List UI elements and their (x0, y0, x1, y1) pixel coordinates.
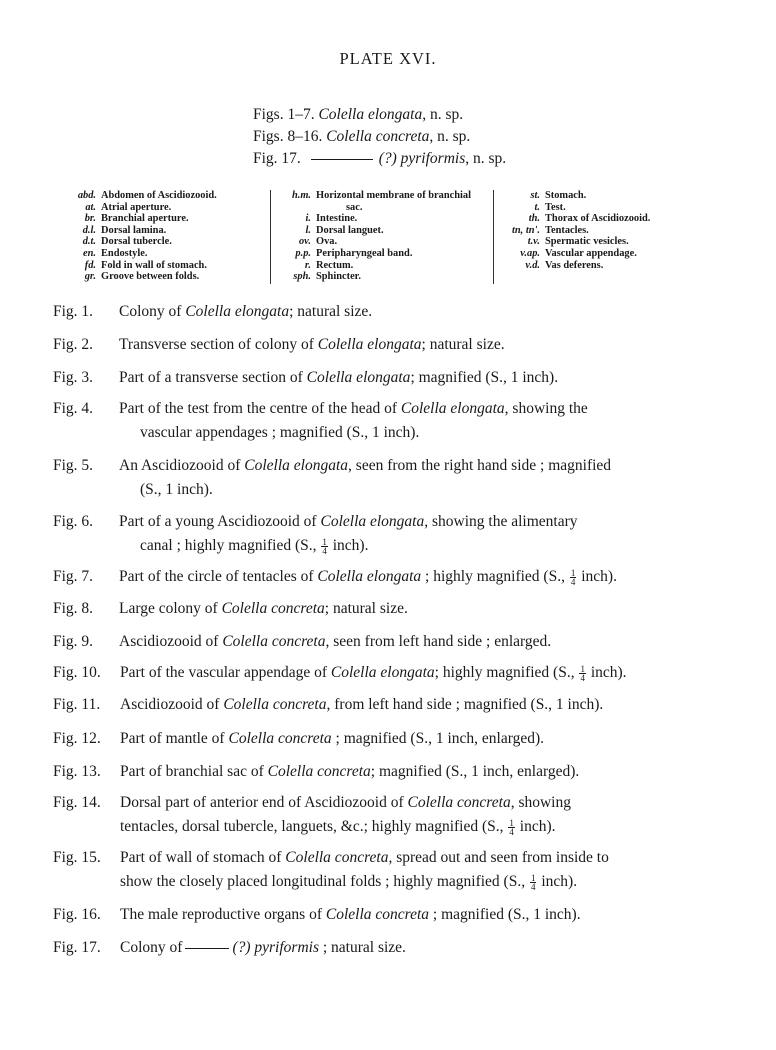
fig-text (120, 696, 603, 714)
text-part: Ascidiozooid of (120, 696, 224, 713)
abbr-key: abd. (77, 190, 96, 201)
text-part: , spread out and seen from inside to (388, 849, 609, 866)
abbr-entry (266, 225, 471, 237)
species-italic: Colella concreta (267, 763, 371, 780)
abbr-entry (500, 202, 650, 214)
abbr-key: ov. (298, 236, 311, 248)
species-name: Colella elongata (318, 106, 423, 123)
text-part: An Ascidiozooid of (119, 457, 245, 474)
fig-text (119, 303, 372, 321)
abbr-value: Tentacles. (545, 224, 589, 236)
fig-text-continued (140, 537, 368, 555)
species-italic: Colella concreta (325, 906, 430, 923)
blank-dash (185, 948, 229, 949)
fraction-numerator: 1 (509, 817, 514, 828)
abbr-value: Intestine. (316, 213, 358, 225)
fig-text (119, 400, 588, 418)
abbr-value: Fold in wall of stomach. (101, 259, 207, 271)
fig-label: Fig. 13. (53, 763, 101, 780)
abbr-key: t. (534, 201, 540, 213)
species-italic: Colella elongata (317, 336, 422, 353)
plate-title: PLATE XVI. (339, 49, 437, 68)
fig-label: Fig. 16. (53, 906, 101, 923)
fraction-numerator: 1 (580, 663, 585, 674)
species-italic: Colella concreta (285, 849, 389, 866)
abbr-key: l. (305, 224, 311, 236)
fig-label: Fig. 12. (53, 730, 101, 747)
abbr-key: br. (84, 213, 96, 225)
species-figs: Figs. 1–7. (253, 106, 315, 123)
species-italic: Colella elongata (320, 513, 425, 530)
fraction-denominator: 4 (530, 881, 536, 892)
abbr-value: Stomach. (545, 190, 587, 201)
fraction-denominator: 4 (570, 576, 576, 587)
text-part: Part of mantle of (120, 730, 229, 747)
fig-text (120, 763, 579, 781)
column-divider (493, 190, 494, 284)
fig-label: Fig. 7. (53, 568, 94, 585)
text-part: inch). (577, 568, 617, 585)
abbr-value: Vas deferens. (545, 259, 604, 271)
fig-text (119, 568, 617, 586)
abbr-value: Thorax of Ascidiozooid. (545, 213, 651, 225)
text-part: canal ; highly magnified (S., (140, 537, 321, 554)
abbr-value: Dorsal lamina. (101, 224, 167, 236)
species-italic: Colella elongata (185, 303, 290, 320)
text-part: ; magnified (S., 1 inch, enlarged). (370, 763, 580, 780)
species-suffix: , n. sp. (465, 150, 507, 167)
abbr-value: Dorsal tubercle. (101, 236, 172, 248)
abbr-key: en. (83, 247, 96, 259)
fig-text-continued: (S., 1 inch). (140, 481, 213, 498)
text-part: ; natural size. (289, 303, 373, 320)
text-part: , seen from the right hand side ; magnified (348, 457, 612, 474)
abbr-value: Test. (545, 201, 566, 213)
species-figs: Figs. 8–16. (253, 128, 323, 145)
abbr-value: Sphincter. (316, 271, 361, 283)
species-list (253, 104, 506, 170)
abbr-entry (266, 190, 471, 202)
abbr-key: d.t. (82, 236, 96, 248)
text-part: , from left hand side ; magnified (S., 1 inch). (326, 696, 604, 713)
text-part: tentacles, dorsal tubercle, languets, &c.; highly magnified (S., (120, 818, 508, 835)
text-part: Part of branchial sac of (120, 763, 268, 780)
text-part: The male reproductive organs of (120, 906, 326, 923)
fig-text (120, 730, 544, 748)
abbr-key: v.d. (525, 259, 540, 271)
fig-label: Fig. 10. (53, 664, 101, 681)
text-part: inch). (515, 818, 556, 835)
abbr-value: Endostyle. (101, 247, 148, 259)
abbr-key: p.p. (295, 247, 311, 259)
fig-text (119, 600, 408, 618)
abbr-key: at. (85, 201, 96, 213)
text-part: Colony of (120, 939, 183, 956)
abbr-value: Peripharyngeal band. (316, 247, 413, 259)
fig-text (119, 336, 505, 354)
abbr-key: v.ap. (520, 247, 540, 259)
fig-text (120, 664, 627, 682)
abbr-key: th. (528, 213, 540, 225)
text-part: ; magnified (S., 1 inch). (410, 369, 559, 386)
abbr-entry (266, 213, 471, 225)
text-part: Part of a transverse section of (119, 369, 307, 386)
fig-label: Fig. 9. (53, 633, 94, 650)
fig-label: Fig. 17. (53, 939, 101, 956)
species-suffix: , n. sp. (422, 106, 464, 123)
abbr-value: Abdomen of Ascidiozooid. (101, 190, 217, 201)
text-part: ; natural size. (318, 939, 406, 956)
text-part: ; highly magnified (S., (434, 664, 579, 681)
abbr-entry (500, 190, 650, 202)
fig-label: Fig. 2. (53, 336, 94, 353)
species-italic: Colella elongata (317, 568, 422, 585)
fraction (530, 874, 537, 891)
fig-label: Fig. 15. (53, 849, 101, 866)
abbr-value: Rectum. (316, 259, 354, 271)
text-part: Part of the vascular appendage of (120, 664, 331, 681)
abbr-key: d.l. (82, 224, 96, 236)
abbr-entry (66, 260, 217, 272)
text-part: Part of wall of stomach of (120, 849, 286, 866)
fig-text (119, 633, 551, 651)
text-part: ; magnified (S., 1 inch, enlarged). (331, 730, 545, 747)
fraction-numerator: 1 (530, 872, 536, 883)
fig-text (119, 513, 578, 531)
abbr-entry (266, 236, 471, 248)
fig-text-continued (120, 818, 556, 836)
fraction (579, 665, 586, 682)
fraction-denominator: 4 (580, 672, 585, 683)
text-part: ; highly magnified (S., (421, 568, 569, 585)
fraction-numerator: 1 (322, 536, 327, 547)
abbr-key: r. (304, 259, 311, 271)
text-part: , seen from left hand side ; enlarged. (325, 633, 552, 650)
abbr-entry (66, 225, 217, 237)
species-italic: Colella elongata (400, 400, 505, 417)
fig-text (120, 906, 581, 924)
abbr-entry (66, 202, 217, 214)
abbr-value: Branchial aperture. (101, 213, 189, 225)
text-part: ; natural size. (324, 600, 408, 617)
abbreviations-col1 (66, 190, 217, 283)
text-part: , showing (510, 794, 571, 811)
species-figs: Fig. 17. (253, 150, 301, 167)
text-part: , showing the (504, 400, 588, 417)
fraction-denominator: 4 (509, 826, 514, 837)
abbr-entry (500, 225, 650, 237)
species-italic: Colella elongata (330, 664, 435, 681)
fig-label: Fig. 8. (53, 600, 94, 617)
abbr-key: fd. (84, 259, 96, 271)
text-part: , showing the alimentary (424, 513, 578, 530)
blank-dash (311, 159, 373, 160)
abbr-entry (266, 248, 471, 260)
species-name: Colella concreta (326, 128, 430, 145)
species-italic: (?) pyriformis (232, 939, 319, 956)
species-italic: Colella concreta (222, 633, 326, 650)
fig-label: Fig. 11. (53, 696, 101, 713)
abbr-key: st. (530, 190, 540, 201)
fig-label: Fig. 1. (53, 303, 94, 320)
abbr-entry (500, 260, 650, 272)
abbr-key: sph. (293, 271, 311, 283)
fig-label: Fig. 14. (53, 794, 101, 811)
text-part: inch). (586, 664, 627, 681)
species-row (253, 148, 506, 170)
abbr-value: Horizontal membrane of branchial (316, 190, 471, 201)
text-part: Part of the test from the centre of the head of (119, 400, 401, 417)
fraction (508, 819, 515, 836)
abbr-entry (66, 190, 217, 202)
abbr-value: Atrial aperture. (101, 201, 172, 213)
abbr-key: t.v. (527, 236, 540, 248)
species-italic: Colella concreta (223, 696, 327, 713)
abbreviations-col2 (266, 190, 471, 283)
text-part: Large colony of (119, 600, 222, 617)
fraction (570, 569, 577, 586)
species-italic: Colella concreta (221, 600, 325, 617)
abbr-entry (500, 248, 650, 260)
text-part: Colony of (119, 303, 186, 320)
fig-text-continued: vascular appendages ; magnified (S., 1 inch). (140, 424, 420, 441)
species-name: (?) pyriformis (378, 150, 466, 167)
fraction-denominator: 4 (322, 545, 327, 556)
fig-text (119, 457, 611, 475)
abbr-entry (66, 248, 217, 260)
fraction-numerator: 1 (570, 567, 576, 578)
abbr-entry (266, 271, 471, 283)
species-suffix: , n. sp. (429, 128, 471, 145)
text-part: inch). (328, 537, 369, 554)
text-part: Transverse section of colony of (119, 336, 318, 353)
abbr-entry (500, 236, 650, 248)
text-part: Part of the circle of tentacles of (119, 568, 318, 585)
fig-text (120, 849, 609, 867)
abbr-value: Groove between folds. (101, 271, 200, 283)
abbr-entry (66, 213, 217, 225)
abbr-value: Ova. (316, 236, 338, 248)
fig-text (119, 369, 558, 387)
text-part: ; natural size. (421, 336, 505, 353)
species-row (253, 104, 506, 126)
abbr-entry (500, 213, 650, 225)
abbr-key: tn, tn'. (511, 224, 540, 236)
fig-label: Fig. 4. (53, 400, 94, 417)
abbr-key: gr. (84, 271, 96, 283)
species-italic: Colella elongata (244, 457, 349, 474)
fig-text-continued (120, 873, 577, 891)
fig-text (120, 794, 571, 812)
species-italic: Colella concreta (228, 730, 332, 747)
fig-label: Fig. 6. (53, 513, 94, 530)
abbr-key: i. (305, 213, 311, 225)
species-italic: Colella concreta (407, 794, 511, 811)
abbr-key: h.m. (291, 190, 311, 201)
text-part: show the closely placed longitudinal folds ; highly magnified (S., (120, 873, 529, 890)
abbr-value: Vascular appendage. (545, 247, 637, 259)
fig-label: Fig. 3. (53, 369, 94, 386)
text-part: Dorsal part of anterior end of Ascidiozooid of (120, 794, 408, 811)
fraction (321, 538, 328, 555)
text-part: ; magnified (S., 1 inch). (429, 906, 581, 923)
text-part: inch). (537, 873, 578, 890)
abbr-entry (266, 260, 471, 272)
abbr-entry (66, 236, 217, 248)
abbr-value: sac. (346, 201, 363, 213)
species-row (253, 126, 506, 148)
abbreviations-col3 (500, 190, 650, 271)
fig-text (120, 939, 406, 957)
species-italic: Colella elongata (306, 369, 411, 386)
fig-label: Fig. 5. (53, 457, 94, 474)
abbr-value: Spermatic vesicles. (545, 236, 629, 248)
text-part: Part of a young Ascidiozooid of (119, 513, 321, 530)
text-part: Ascidiozooid of (119, 633, 223, 650)
abbr-entry (66, 271, 217, 283)
abbr-entry (266, 202, 471, 214)
abbr-value: Dorsal languet. (316, 224, 384, 236)
